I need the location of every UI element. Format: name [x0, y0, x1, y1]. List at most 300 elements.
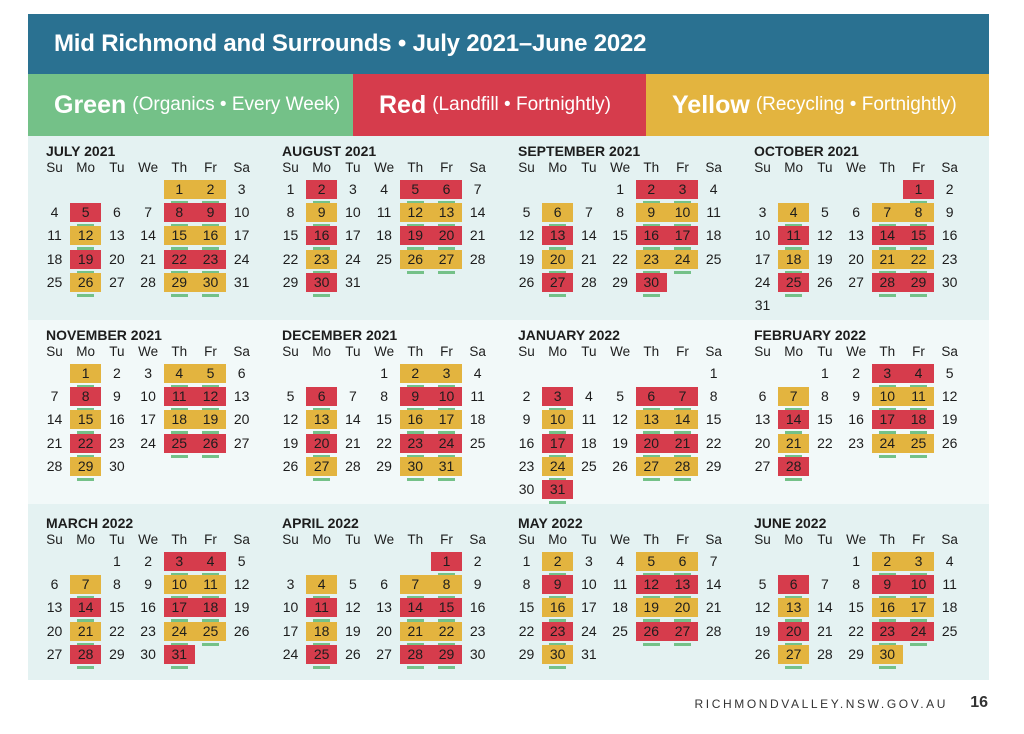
- calendar-day: 11: [195, 575, 226, 594]
- day-header: Sa: [233, 160, 250, 175]
- calendar-day: 19: [941, 411, 958, 428]
- calendar-day: 12: [941, 388, 958, 405]
- calendar-day: 2: [522, 388, 531, 405]
- calendar-day: 15: [376, 411, 392, 428]
- calendar-day: 8: [112, 576, 121, 593]
- calendar-day: 6: [237, 365, 246, 381]
- calendar-day: 20: [306, 434, 337, 453]
- calendar-day: 7: [50, 388, 59, 405]
- day-header: Su: [46, 160, 63, 175]
- calendar-day: 17: [581, 599, 597, 616]
- month-june-2022: [754, 515, 990, 695]
- calendar-day: 3: [237, 181, 246, 197]
- calendar-day: 8: [709, 388, 718, 405]
- calendar-day: 22: [705, 434, 722, 451]
- day-header: Tu: [345, 344, 361, 359]
- calendar-day: 5: [758, 576, 767, 593]
- day-header: Fr: [676, 160, 689, 175]
- calendar-day: 10: [140, 388, 156, 405]
- calendar-day: 15: [109, 599, 125, 616]
- calendar-day: 27: [848, 273, 864, 290]
- calendar-day: 29: [109, 645, 125, 662]
- calendar-day: 23: [518, 457, 535, 474]
- day-header: Fr: [204, 344, 217, 359]
- calendar-day: 7: [70, 575, 101, 594]
- calendar-day: 30: [872, 645, 903, 664]
- calendar-day: 28: [705, 622, 722, 639]
- calendar-day: 28: [667, 457, 698, 476]
- calendar-day: 26: [233, 622, 250, 639]
- calendar-day: 24: [233, 250, 250, 267]
- calendar-day: 9: [112, 388, 121, 405]
- calendar-day: 24: [345, 250, 361, 267]
- calendar-day: 16: [140, 599, 156, 616]
- calendar-day: 15: [431, 598, 462, 617]
- calendar-day: 30: [140, 645, 156, 662]
- legend-green-desc: (Organics • Every Week): [132, 94, 341, 115]
- day-header: Su: [518, 344, 535, 359]
- calendar-day: 30: [469, 645, 486, 662]
- month-title: SEPTEMBER 2021: [518, 143, 641, 159]
- calendar-day: 22: [903, 250, 934, 269]
- calendar-day: 2: [144, 553, 152, 569]
- calendar-day: 14: [70, 598, 101, 617]
- calendar-day: 30: [109, 457, 125, 474]
- month-title: MAY 2022: [518, 515, 583, 531]
- calendar-day: 28: [817, 645, 833, 662]
- day-header: Sa: [233, 344, 250, 359]
- calendar-day: 29: [431, 645, 462, 664]
- day-header: Mo: [548, 532, 568, 547]
- calendar-day: 8: [903, 203, 934, 222]
- calendar-day: 7: [709, 553, 718, 569]
- calendar-day: 13: [46, 599, 63, 616]
- calendar-day: 12: [282, 411, 299, 428]
- calendar-day: 19: [195, 410, 226, 429]
- calendar-day: 19: [754, 622, 771, 639]
- calendar-day: 9: [306, 203, 337, 222]
- calendar-day: 5: [820, 204, 829, 221]
- day-header: Th: [879, 344, 896, 359]
- calendar-day: 2: [872, 552, 903, 571]
- calendar-day: 11: [903, 387, 934, 406]
- calendar-day: 21: [46, 434, 63, 451]
- calendar-day: 16: [636, 226, 667, 245]
- calendar-day: 20: [542, 250, 573, 269]
- calendar-day: 26: [817, 273, 833, 290]
- day-header: Fr: [676, 532, 689, 547]
- calendar-day: 29: [612, 273, 628, 290]
- calendar-day: 5: [195, 364, 226, 383]
- day-header: Su: [754, 344, 771, 359]
- calendar-day: 8: [616, 204, 624, 221]
- day-header: We: [610, 160, 631, 175]
- calendar-day: 28: [581, 273, 597, 290]
- calendar-day: 9: [144, 576, 152, 593]
- calendar-day: 7: [778, 387, 809, 406]
- calendar-day: 15: [903, 226, 934, 245]
- calendar-day: 5: [616, 388, 624, 405]
- calendar-day: 6: [542, 203, 573, 222]
- calendar-day: 4: [195, 552, 226, 571]
- calendar-day: 6: [758, 388, 767, 405]
- day-header: Fr: [204, 160, 217, 175]
- day-header: Su: [518, 160, 535, 175]
- calendar-day: 27: [754, 457, 771, 474]
- calendar-day: 4: [584, 388, 593, 405]
- calendar-day: 25: [306, 645, 337, 664]
- day-header: Mo: [784, 344, 804, 359]
- calendar-day: 29: [282, 273, 299, 290]
- month-february-2022: [754, 327, 990, 507]
- calendar-day: 15: [612, 227, 628, 244]
- calendar-day: 18: [581, 434, 597, 451]
- calendar-day: 13: [754, 411, 771, 428]
- calendar-day: 4: [164, 364, 195, 383]
- calendar-day: 6: [112, 204, 121, 221]
- calendar-day: 27: [778, 645, 809, 664]
- calendar-day: 31: [345, 273, 361, 290]
- month-may-2022: [518, 515, 754, 695]
- calendar-day: 3: [903, 552, 934, 571]
- month-november-2021: [46, 327, 282, 507]
- calendar-day: 25: [376, 250, 392, 267]
- calendar-day: 17: [164, 598, 195, 617]
- calendar-day: 6: [636, 387, 667, 406]
- day-header: We: [846, 532, 867, 547]
- calendar-day: 28: [46, 457, 63, 474]
- day-header: Fr: [440, 344, 453, 359]
- calendar-day: 3: [872, 364, 903, 383]
- calendar-day: 13: [542, 226, 573, 245]
- calendar-day: 18: [195, 598, 226, 617]
- calendar-day: 21: [817, 622, 833, 639]
- day-header: Sa: [705, 532, 722, 547]
- day-header: Sa: [941, 344, 958, 359]
- calendar-day: 23: [848, 434, 864, 451]
- month-title: FEBRUARY 2022: [754, 327, 867, 343]
- calendar-day: 12: [400, 203, 431, 222]
- calendar-day: 27: [233, 434, 250, 451]
- calendar-day: 7: [584, 204, 593, 221]
- day-header: Tu: [581, 160, 597, 175]
- calendar-day: 24: [431, 434, 462, 453]
- calendar-day: 18: [469, 411, 486, 428]
- calendar-day: 30: [195, 273, 226, 292]
- calendar-day: 26: [612, 457, 628, 474]
- calendar-day: 20: [431, 226, 462, 245]
- calendar-day: 16: [469, 599, 486, 616]
- calendar-day: 17: [872, 410, 903, 429]
- calendar-day: 28: [872, 273, 903, 292]
- month-title: AUGUST 2021: [282, 143, 377, 159]
- calendar-day: 4: [306, 575, 337, 594]
- calendar-day: 17: [542, 434, 573, 453]
- day-header: Fr: [912, 160, 925, 175]
- legend-red-desc: (Landfill • Fortnightly): [432, 94, 612, 115]
- calendar-day: 14: [140, 227, 156, 244]
- day-header: Fr: [912, 532, 925, 547]
- day-header: Mo: [312, 532, 332, 547]
- day-header: Th: [171, 532, 188, 547]
- calendar-day: 14: [817, 599, 833, 616]
- day-header: Tu: [345, 532, 361, 547]
- calendar-day: 23: [872, 622, 903, 641]
- calendar-day: 18: [46, 250, 63, 267]
- calendar-day: 17: [282, 622, 299, 639]
- calendar-day: 11: [306, 598, 337, 617]
- calendar-day: 25: [164, 434, 195, 453]
- calendar-day: 25: [941, 622, 958, 639]
- month-title: APRIL 2022: [282, 515, 359, 531]
- day-header: Tu: [109, 532, 125, 547]
- calendar-day: 10: [754, 227, 771, 244]
- calendar-day: 17: [140, 411, 156, 428]
- calendar-day: 10: [164, 575, 195, 594]
- calendar-day: 25: [903, 434, 934, 453]
- day-header: Sa: [705, 344, 722, 359]
- calendar-day: 1: [852, 553, 860, 569]
- calendar-day: 28: [345, 457, 361, 474]
- calendar-day: 17: [667, 226, 698, 245]
- day-header: We: [138, 160, 159, 175]
- calendar-day: 27: [306, 457, 337, 476]
- day-header: Su: [518, 532, 535, 547]
- calendar-day: 23: [542, 622, 573, 641]
- calendar-day: 1: [903, 180, 934, 199]
- calendar-day: 2: [542, 552, 573, 571]
- calendar-day: 19: [612, 434, 628, 451]
- month-march-2022: [46, 515, 282, 695]
- month-august-2021: [282, 143, 518, 323]
- calendar-day: 10: [903, 575, 934, 594]
- calendar-day: 25: [469, 434, 486, 451]
- calendar-day: 26: [345, 645, 361, 662]
- calendar-day: 26: [195, 434, 226, 453]
- calendar-day: 23: [195, 250, 226, 269]
- calendar-day: 17: [754, 250, 771, 267]
- calendar-day: 5: [237, 553, 246, 569]
- calendar-day: 10: [431, 387, 462, 406]
- calendar-day: 9: [522, 411, 531, 428]
- calendar-day: 9: [852, 388, 860, 405]
- month-april-2022: [282, 515, 518, 695]
- day-header: We: [846, 344, 867, 359]
- calendar-day: 27: [542, 273, 573, 292]
- calendar-day: 6: [306, 387, 337, 406]
- calendar-day: 12: [754, 599, 771, 616]
- calendar-day: 8: [522, 576, 531, 593]
- calendar-day: 21: [140, 250, 156, 267]
- calendar-day: 7: [144, 204, 152, 221]
- calendar-day: 24: [581, 622, 597, 639]
- calendar-day: 25: [195, 622, 226, 641]
- calendar-day: 9: [945, 204, 954, 221]
- calendar-day: 21: [705, 599, 722, 616]
- calendar-day: 7: [820, 576, 829, 593]
- day-header: We: [610, 344, 631, 359]
- calendar-day: 18: [903, 410, 934, 429]
- calendar-day: 26: [636, 622, 667, 641]
- calendar-day: 20: [778, 622, 809, 641]
- calendar-day: 16: [518, 434, 535, 451]
- day-header: Mo: [548, 344, 568, 359]
- day-header: Th: [643, 160, 660, 175]
- calendar-day: 10: [667, 203, 698, 222]
- calendar-day: 13: [636, 410, 667, 429]
- legend-red-name: Red: [379, 90, 427, 119]
- day-header: Th: [879, 532, 896, 547]
- calendar-day: 24: [667, 250, 698, 269]
- calendar-day: 3: [164, 552, 195, 571]
- day-header: Mo: [784, 160, 804, 175]
- calendar-day: 21: [872, 250, 903, 269]
- month-title: NOVEMBER 2021: [46, 327, 162, 343]
- day-header: Mo: [784, 532, 804, 547]
- calendar-day: 10: [872, 387, 903, 406]
- calendar-day: 4: [50, 204, 59, 221]
- legend-yellow-desc: (Recycling • Fortnightly): [755, 94, 957, 115]
- calendar-day: 18: [778, 250, 809, 269]
- calendar-day: 3: [542, 387, 573, 406]
- calendar-day: 3: [758, 204, 767, 221]
- calendar-day: 15: [282, 227, 299, 244]
- calendar-day: 19: [70, 250, 101, 269]
- calendar-day: 23: [109, 434, 125, 451]
- legend-green: [28, 74, 353, 136]
- calendar-day: 5: [522, 204, 531, 221]
- calendar-day: 8: [852, 576, 860, 593]
- calendar-day: 14: [778, 410, 809, 429]
- calendar-day: 26: [941, 434, 958, 451]
- calendar-day: 5: [636, 552, 667, 571]
- day-header: Su: [46, 532, 63, 547]
- day-header: Tu: [109, 160, 125, 175]
- calendar-day: 6: [431, 180, 462, 199]
- calendar-day: 8: [164, 203, 195, 222]
- calendar-day: 28: [400, 645, 431, 664]
- day-header: Sa: [233, 532, 250, 547]
- day-header: Tu: [817, 344, 833, 359]
- calendar-day: 9: [195, 203, 226, 222]
- day-header: Th: [643, 532, 660, 547]
- day-header: Mo: [312, 160, 332, 175]
- calendar-day: 19: [345, 622, 361, 639]
- calendar-day: 4: [778, 203, 809, 222]
- month-title: JUNE 2022: [754, 515, 827, 531]
- calendar-day: 12: [233, 576, 250, 593]
- calendar-day: 14: [667, 410, 698, 429]
- day-header: Mo: [76, 344, 96, 359]
- calendar-day: 15: [848, 599, 864, 616]
- day-header: Tu: [109, 344, 125, 359]
- calendar-day: 22: [848, 622, 864, 639]
- calendar-day: 4: [709, 181, 718, 197]
- calendar-day: 7: [872, 203, 903, 222]
- calendar-day: 31: [164, 645, 195, 664]
- calendar-day: 8: [820, 388, 829, 405]
- calendar-day: 28: [778, 457, 809, 476]
- legend-yellow: [646, 74, 989, 136]
- calendar-day: 6: [380, 576, 388, 593]
- calendar-day: 25: [612, 622, 628, 639]
- calendar-day: 4: [945, 553, 954, 569]
- calendar-day: 16: [872, 598, 903, 617]
- calendar-day: 21: [400, 622, 431, 641]
- calendar-day: 14: [469, 204, 486, 221]
- calendar-day: 29: [164, 273, 195, 292]
- calendar-day: 1: [70, 364, 101, 383]
- calendar-day: 23: [469, 622, 486, 639]
- month-december-2021: [282, 327, 518, 507]
- day-header: Mo: [76, 160, 96, 175]
- calendar-day: 13: [233, 388, 250, 405]
- day-header: Th: [407, 344, 424, 359]
- footer-url: RICHMONDVALLEY.NSW.GOV.AU: [694, 697, 948, 711]
- calendar-day: 16: [195, 226, 226, 245]
- calendar-day: 30: [542, 645, 573, 664]
- calendar-day: 14: [345, 411, 361, 428]
- calendar-day: 16: [306, 226, 337, 245]
- day-header: Su: [282, 532, 299, 547]
- calendar-day: 31: [542, 480, 573, 499]
- calendar-day: 29: [70, 457, 101, 476]
- calendar-day: 27: [667, 622, 698, 641]
- calendar-day: 12: [612, 411, 628, 428]
- calendar-day: 10: [282, 599, 299, 616]
- calendar-day: 5: [70, 203, 101, 222]
- day-header: Fr: [204, 532, 217, 547]
- calendar-day: 6: [667, 552, 698, 571]
- calendar-day: 17: [903, 598, 934, 617]
- calendar-day: 24: [542, 457, 573, 476]
- month-september-2021: [518, 143, 754, 323]
- day-header: Th: [643, 344, 660, 359]
- calendar-day: 12: [345, 599, 361, 616]
- calendar-day: 22: [109, 622, 125, 639]
- calendar-day: 11: [612, 576, 628, 593]
- calendar-day: 1: [616, 181, 624, 197]
- calendar-day: 21: [469, 227, 486, 244]
- calendar-day: 31: [233, 273, 250, 290]
- calendar-day: 25: [705, 250, 722, 267]
- day-header: Su: [282, 344, 299, 359]
- calendar-day: 1: [286, 181, 295, 197]
- calendar-day: 8: [70, 387, 101, 406]
- calendar-day: 8: [286, 204, 295, 221]
- day-header: Sa: [469, 344, 486, 359]
- page-number: 16: [970, 694, 988, 711]
- day-header: Th: [171, 160, 188, 175]
- calendar-day: 8: [380, 388, 388, 405]
- calendar-day: 11: [376, 204, 392, 221]
- calendar-day: 10: [233, 204, 250, 221]
- calendar-day: 1: [112, 553, 121, 569]
- calendar-day: 19: [233, 599, 250, 616]
- day-header: We: [374, 160, 395, 175]
- calendar-day: 27: [376, 645, 392, 662]
- calendar-day: 15: [70, 410, 101, 429]
- calendar-day: 5: [945, 365, 954, 381]
- calendar-day: 30: [941, 273, 958, 290]
- calendar-day: 29: [848, 645, 864, 662]
- calendar-day: 25: [46, 273, 63, 290]
- calendar-day: 11: [164, 387, 195, 406]
- calendar-day: 14: [46, 411, 63, 428]
- calendar-day: 9: [473, 576, 482, 593]
- day-header: Fr: [440, 532, 453, 547]
- calendar-day: 21: [778, 434, 809, 453]
